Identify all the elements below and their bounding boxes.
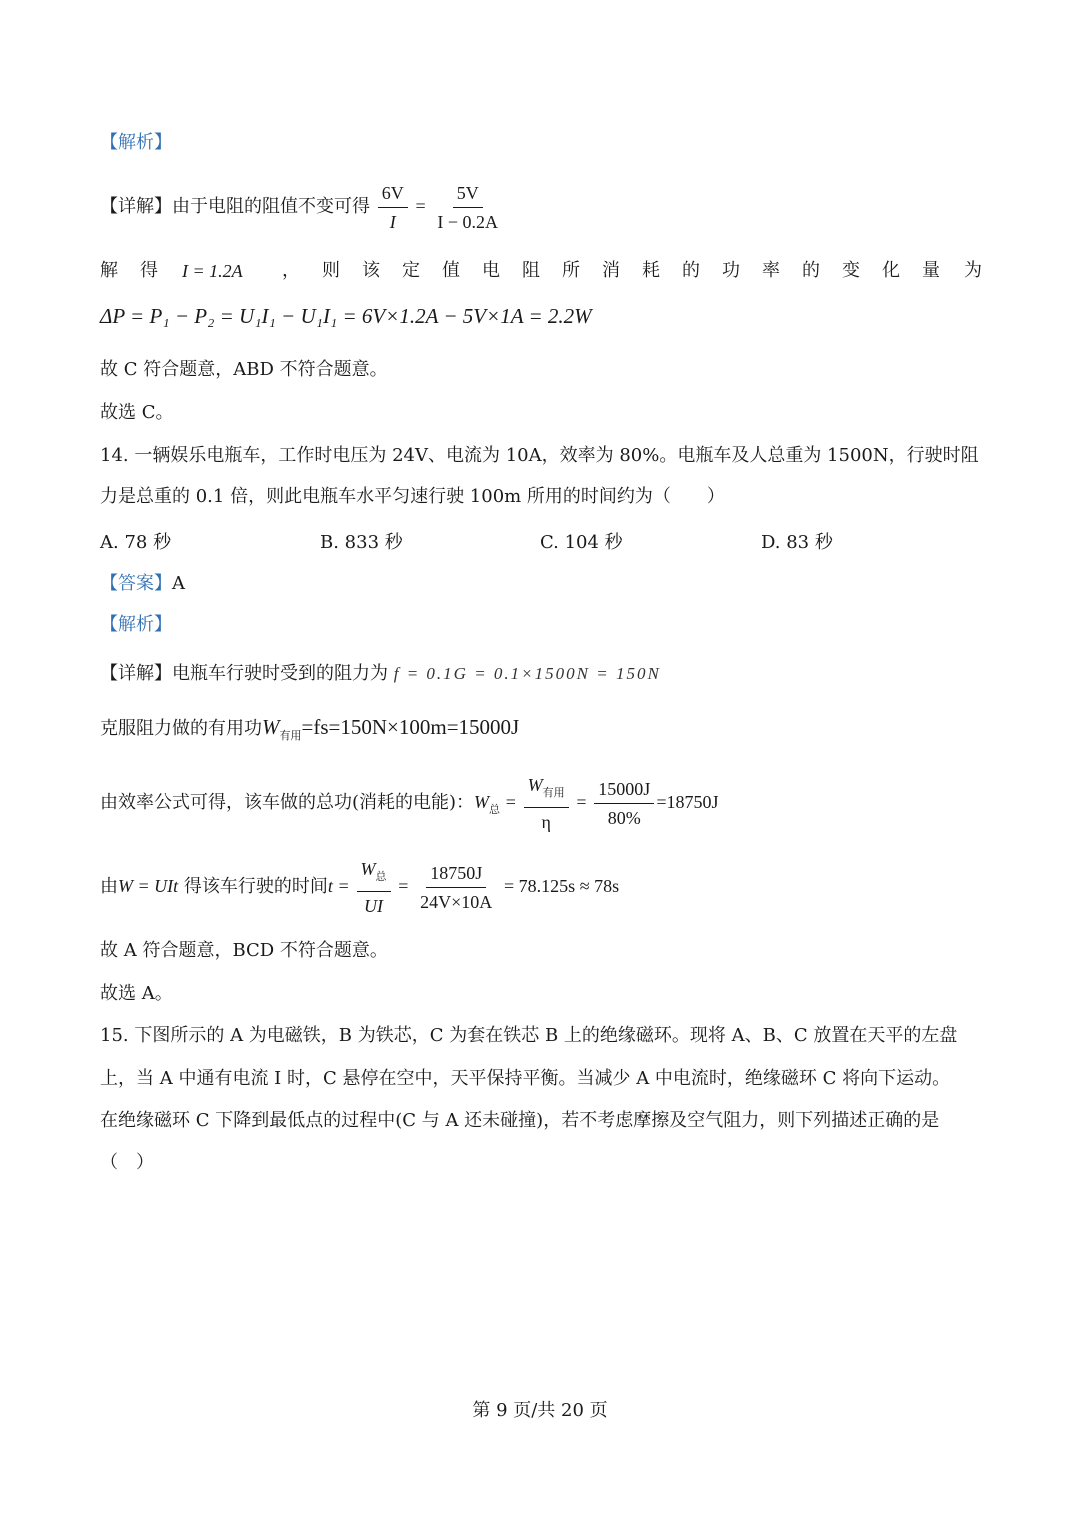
- useful-work-sub: 有用: [279, 729, 302, 742]
- solve-char: 率: [762, 260, 780, 281]
- page-footer: 第 9 页/共 20 页: [472, 1400, 608, 1421]
- solve-value: I = 1.2A: [182, 261, 243, 281]
- fraction-right: [433, 181, 502, 234]
- solve-char: 解: [100, 260, 118, 281]
- solve-char: 化: [882, 260, 900, 281]
- solve-char: 变: [842, 260, 860, 281]
- solve-char: 得: [140, 260, 158, 281]
- total-w: W: [360, 858, 376, 879]
- option-b: B. 833 秒: [320, 532, 403, 553]
- fraction-numerator: 6V: [378, 181, 408, 208]
- solve-comma: ，: [282, 260, 300, 281]
- time-line: [100, 856, 619, 918]
- detail-label: 【详解】: [100, 196, 172, 217]
- question-14-options: [100, 528, 1000, 554]
- fraction-denominator: 24V×10A: [420, 891, 493, 912]
- option-d: D. 83 秒: [761, 532, 833, 553]
- efficiency-text: 由效率公式可得，该车做的总功(消耗的电能)：: [100, 792, 475, 813]
- solve-char: 该: [362, 260, 380, 281]
- question-15-line-2: 上，当 A 中通有电流 I 时，C 悬停在空中，天平保持平衡。当减少 A 中电流时，绝缘磁环 C 将向下运动。: [100, 1068, 951, 1089]
- solve-char: 耗: [642, 260, 660, 281]
- question-15-line-3: 在绝缘磁环 C 下降到最低点的过程中(C 与 A 还未碰撞)，若不考虑摩擦及空气阻力，则下列描述正确的是: [100, 1110, 940, 1131]
- detail-text: 电瓶车行驶时受到的阻力为: [172, 663, 388, 684]
- solve-char: 阻: [522, 260, 540, 281]
- equals-sign: =: [415, 196, 426, 216]
- fraction-numerator: 5V: [453, 181, 483, 208]
- time-formula: W = UIt: [118, 876, 179, 896]
- question-14-line-2: 力是总重的 0.1 倍，则此电瓶车水平匀速行驶 100m 所用的时间约为（ ）: [100, 486, 725, 507]
- solve-char: 所: [562, 260, 580, 281]
- time-fraction-1: [357, 857, 391, 918]
- equals-sign: =: [398, 876, 409, 896]
- efficiency-result: =18750J: [656, 792, 719, 812]
- efficiency-fraction-1: [524, 773, 569, 834]
- solve-char: 的: [802, 260, 820, 281]
- answer-value: A: [172, 573, 185, 594]
- power-equation: ΔP = P₁ − P₂ = U₁I₁ − U₁I₁ = 6V×1.2A − 5V×1A = 2.2W: [100, 304, 592, 328]
- solve-char: 功: [722, 260, 740, 281]
- efficiency-line: [100, 772, 718, 840]
- fraction-numerator: [524, 773, 569, 808]
- useful-work-line: [100, 714, 519, 749]
- solve-char: 为: [964, 260, 982, 281]
- useful-work-w: W: [262, 715, 280, 739]
- fraction-denominator: η: [541, 811, 551, 832]
- fraction-numerator: [357, 857, 391, 892]
- time-result: = 78.125s ≈ 78s: [504, 876, 620, 896]
- time-t: t: [327, 876, 333, 896]
- useful-sub: 有用: [542, 786, 565, 799]
- solve-char: 的: [682, 260, 700, 281]
- detail-line-14: [100, 661, 661, 687]
- fraction-denominator: 80%: [607, 807, 641, 828]
- fraction-numerator: 18750J: [426, 861, 486, 888]
- detail-line-1: [100, 176, 504, 237]
- useful-work-equation: =fs=150N×100m=15000J: [301, 715, 520, 739]
- solve-char: 则: [322, 260, 340, 281]
- solve-char: 消: [602, 260, 620, 281]
- useful-w: W: [527, 774, 543, 795]
- fraction-denominator: I: [389, 211, 396, 232]
- solve-char: 值: [442, 260, 460, 281]
- answer-label: 【答案】: [100, 573, 172, 594]
- time-text: 得该车行驶的时间: [183, 876, 328, 897]
- choice-14: 故选 A。: [100, 983, 173, 1004]
- equals-sign: =: [338, 876, 349, 896]
- option-a: A. 78 秒: [100, 532, 172, 553]
- detail-text: 由于电阻的阻值不变可得: [172, 196, 370, 217]
- fraction-left: [378, 181, 408, 234]
- solve-char: 量: [922, 260, 940, 281]
- answer-line: [100, 571, 185, 597]
- solve-char: 电: [482, 260, 500, 281]
- fraction-numerator: 15000J: [594, 777, 654, 804]
- time-fraction-2: [416, 861, 496, 914]
- solve-char: 定: [402, 260, 420, 281]
- choice-13: 故选 C。: [100, 402, 174, 423]
- detail-label: 【详解】: [100, 663, 172, 684]
- resistance-equation: f = 0.1G = 0.1×1500N = 150N: [393, 664, 661, 683]
- question-15-line-4: （ ）: [100, 1152, 154, 1173]
- equals-sign: =: [576, 792, 587, 812]
- efficiency-fraction-2: [594, 777, 654, 830]
- question-15-line-1: 15. 下图所示的 A 为电磁铁，B 为铁芯，C 为套在铁芯 B 上的绝缘磁环。现将 A、B、C 放置在天平的左盘: [100, 1025, 958, 1046]
- conclusion-14: 故 A 符合题意，BCD 不符合题意。: [100, 940, 388, 961]
- fraction-denominator: UI: [364, 895, 384, 916]
- total-work-w: W: [474, 792, 490, 812]
- analysis-label-14: 【解析】: [100, 614, 172, 635]
- question-14-line-1: 14. 一辆娱乐电瓶车，工作时电压为 24V、电流为 10A，效率为 80%。电瓶车及人总重为 1500N，行驶时阻: [100, 445, 979, 466]
- equals-sign: =: [505, 792, 516, 812]
- conclusion-13: 故 C 符合题意，ABD 不符合题意。: [100, 359, 388, 380]
- analysis-label: 【解析】: [100, 132, 172, 153]
- total-sub: 总: [375, 870, 387, 883]
- option-c: C. 104 秒: [540, 532, 623, 553]
- time-prefix: 由: [100, 876, 118, 897]
- fraction-denominator: I − 0.2A: [437, 211, 499, 232]
- useful-work-text: 克服阻力做的有用功: [100, 718, 262, 739]
- total-work-sub: 总: [489, 803, 501, 816]
